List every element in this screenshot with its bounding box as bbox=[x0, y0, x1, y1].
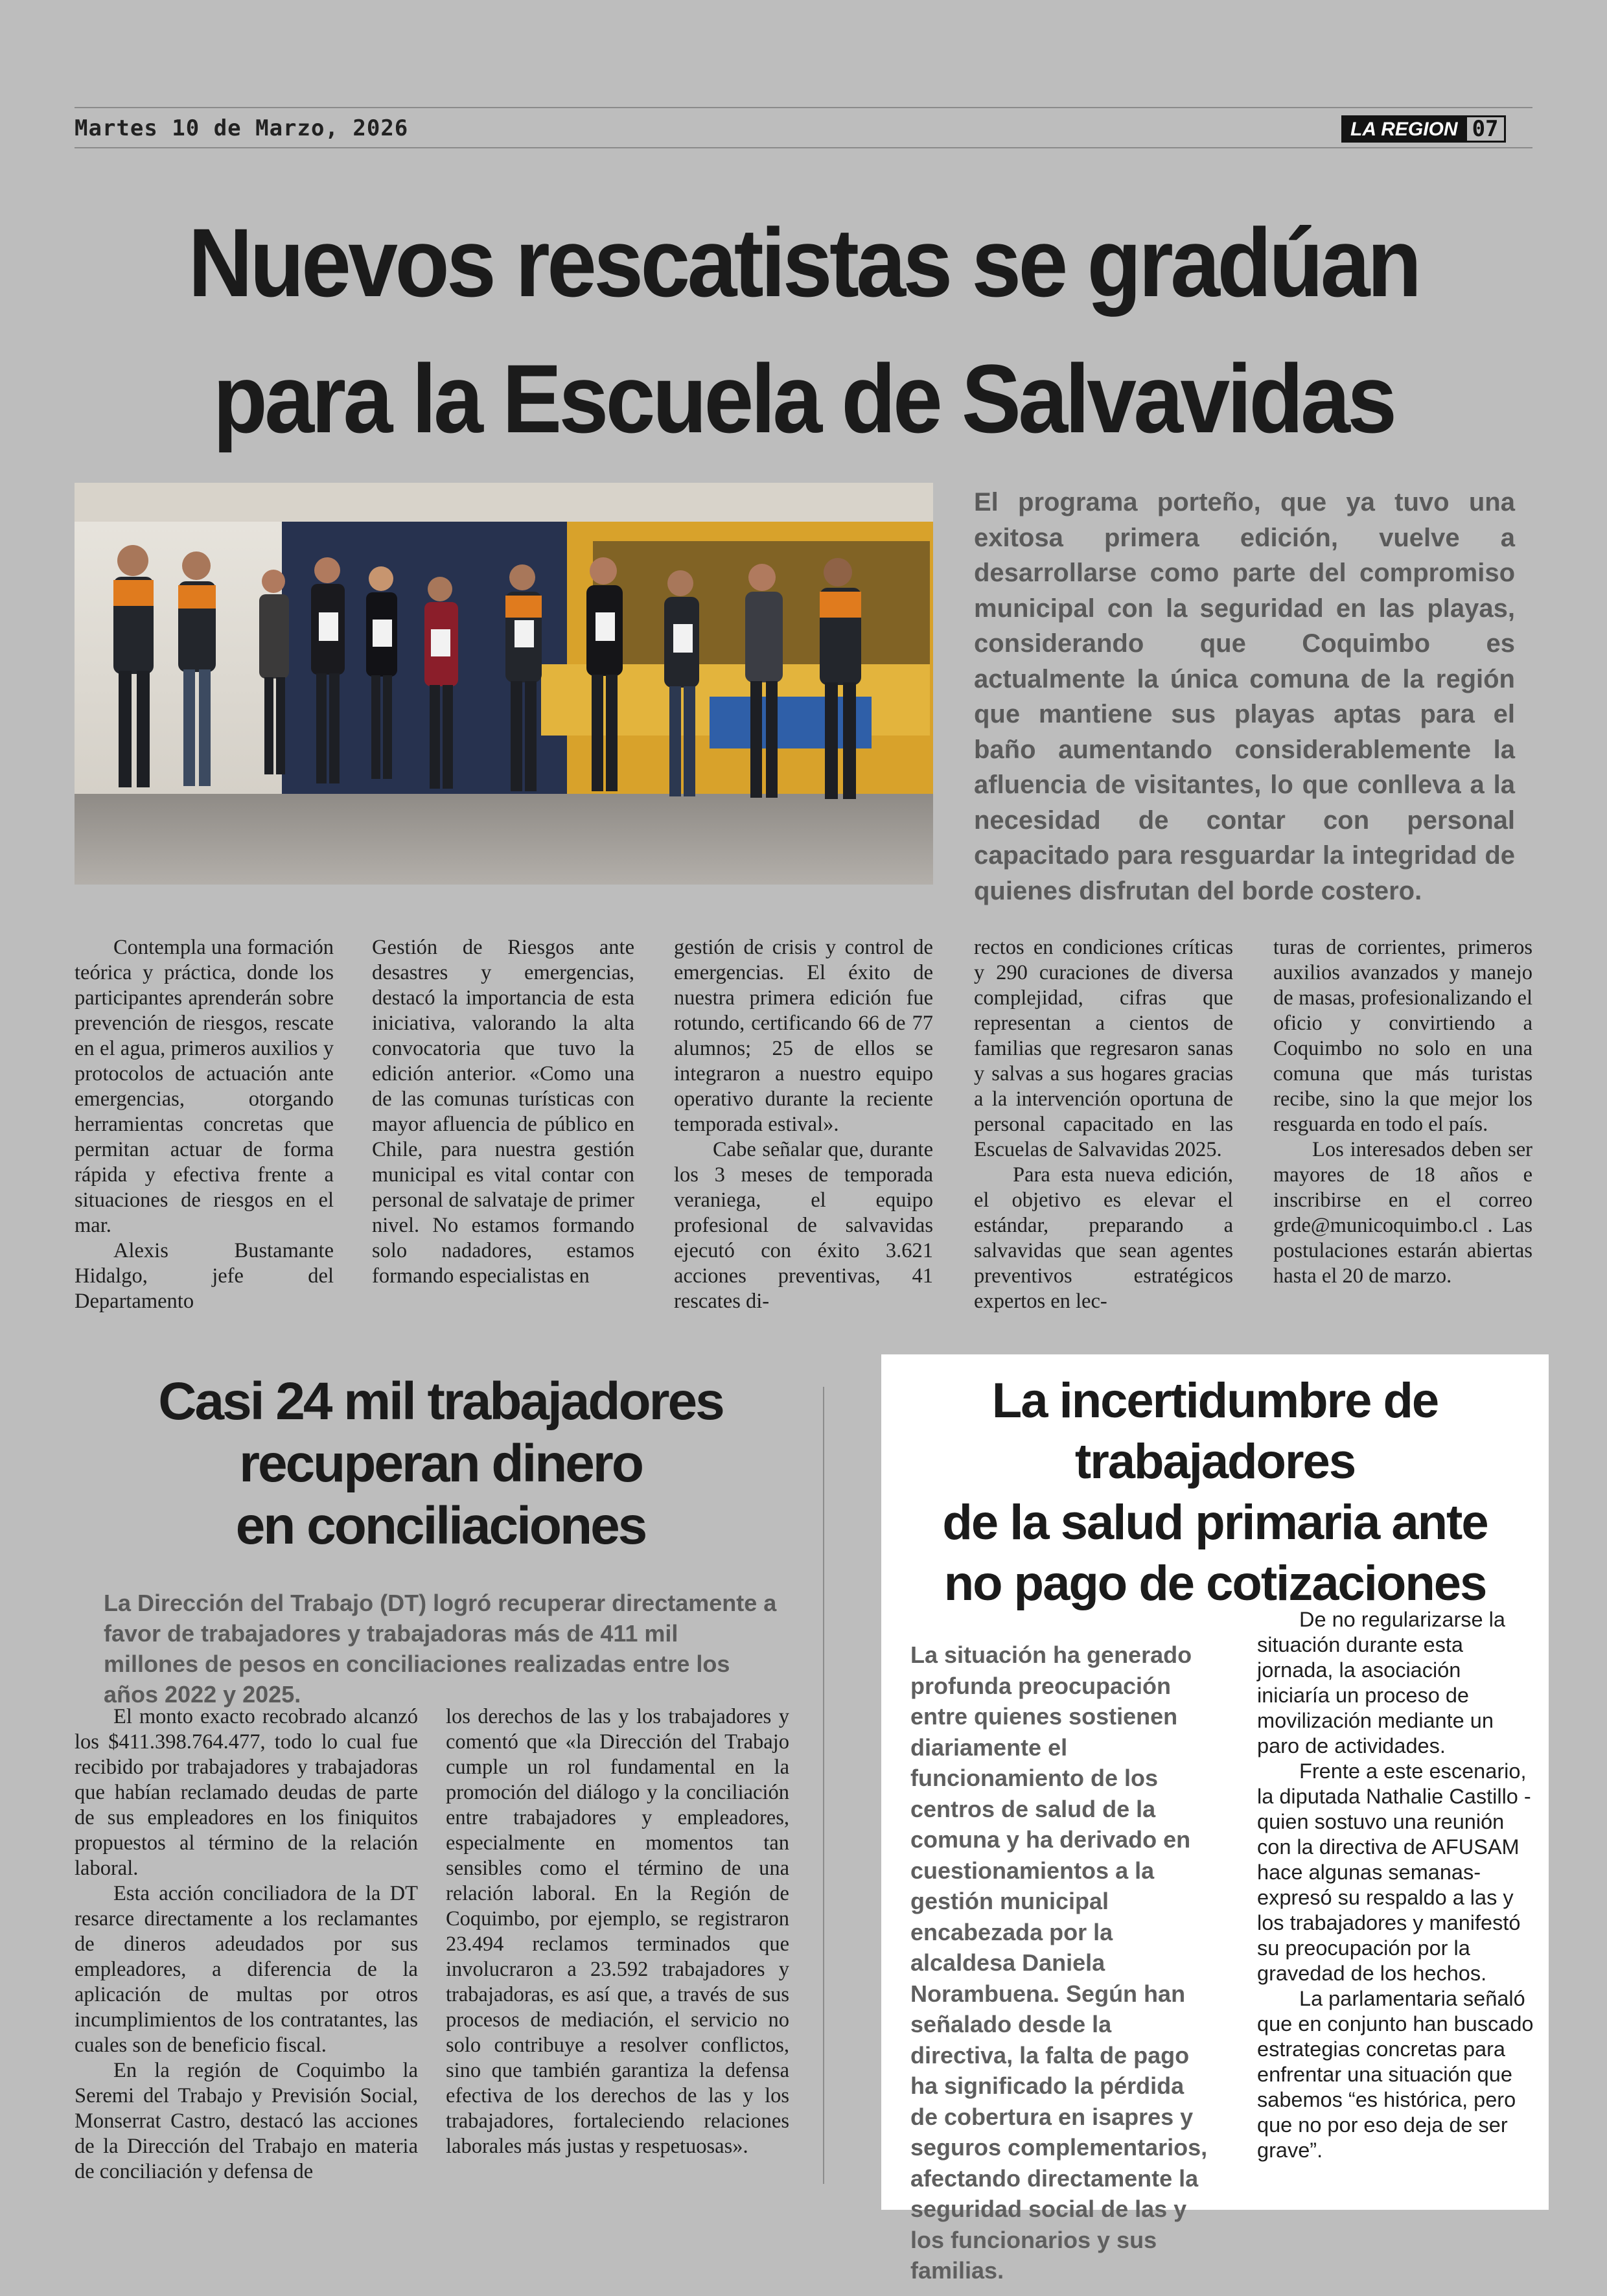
group-photo-illustration bbox=[75, 483, 933, 885]
newspaper-brand: LA REGION bbox=[1341, 115, 1467, 143]
main-headline-line1: Nuevos rescatistas se gradúan bbox=[188, 208, 1419, 317]
paragraph: La parlamentaria señaló que en conjunto han buscado estrategias concretas para enfrentar una situación que sabemos “es histórica, pero que no por eso deja de ser grave”. bbox=[1257, 1987, 1534, 2162]
header-rule-top bbox=[75, 107, 1532, 108]
main-column-1 bbox=[75, 935, 334, 1314]
article3-headline-line1: La incertidumbre de trabajadores bbox=[991, 1373, 1439, 1489]
article2-column-1 bbox=[75, 1704, 418, 2185]
paragraph: Cabe señalar que, durante los 3 meses de temporada veraniega, el equipo profesional de salvavidas ejecutó con éxito 3.621 acciones preventivas, 41 rescates di- bbox=[674, 1138, 933, 1313]
header-date: Martes 10 de Marzo, 2026 bbox=[75, 115, 409, 141]
paragraph: turas de corrientes, primeros auxilios avanzados y manejo de masas, profesionalizando el oficio y convirtiendo a Coquimbo no solo en una comuna que más turistas recibe, sino la que mejor los resguarda en todo el país. bbox=[1273, 936, 1532, 1136]
article3-column bbox=[1257, 1607, 1536, 2163]
paragraph: Los interesados deben ser mayores de 18 años e inscribirse en el correo grde@municoquimbo.cl . Las postulaciones estarán abiertas hasta el 20 de marzo. bbox=[1273, 1138, 1532, 1288]
article2-headline-line3: en conciliaciones bbox=[235, 1496, 646, 1555]
article3-headline bbox=[891, 1371, 1539, 1614]
group-photo bbox=[75, 483, 933, 885]
page-number: 07 bbox=[1467, 115, 1506, 143]
header-rule-bottom bbox=[75, 147, 1532, 148]
main-lead: El programa porteño, que ya tuvo una exitosa primera edición, vuelve a desarrollarse como parte del compromiso municipal con la seguridad en las playas, considerando que Coquimbo es actualmente la única comuna de la región que mantiene sus playas aptas para el baño aumentando considerablemente la afluencia de visitantes, lo que conlleva a la necesidad de contar con personal capacitado para resguardar la integridad de quienes disfrutan del borde costero. bbox=[974, 488, 1515, 905]
paragraph: En la región de Coquimbo la Seremi del Trabajo y Previsión Social, Monserrat Castro, destacó las acciones de la Dirección del Trabajo en materia de conciliación y defensa de bbox=[75, 2059, 418, 2183]
main-column-3 bbox=[674, 935, 933, 1314]
paragraph: Frente a este escenario, la diputada Nathalie Castillo -quien sostuvo una reunión con la directiva de AFUSAM hace algunas semanas- expresó su respaldo a las y los trabajadores y manifestó su preocupación por la gravedad de los hechos. bbox=[1257, 1759, 1531, 1985]
paragraph: Gestión de Riesgos ante desastres y emergencias, destacó la importancia de esta iniciativa, valorando la alta convocatoria que tuvo la edición anterior. «Como una de las comunas turísticas con mayor afluencia de público en Chile, para nuestra gestión municipal es vital contar con personal de salvataje de primer nivel. No estamos formando solo nadadores, estamos formando especialistas en bbox=[372, 936, 634, 1288]
paragraph: los derechos de las y los trabajadores y comentó que «la Dirección del Trabajo cumple un rol fundamental en la promoción del diálogo y la conciliación entre trabajadores y empleadores, especialmente en momentos tan sensibles como el término de una relación laboral. En la Región de Coquimbo, por ejemplo, se registraron 23.494 reclamos terminados que involucraron a 23.592 trabajadores y trabajadoras, es así que, a través de sus procesos de mediación, el servicio no solo contribuye a resolver conflictos, sino que también garantiza la defensa efectiva de los derechos de las y los trabajadores, fortaleciendo relaciones laborales más justas y respetuosas». bbox=[446, 1705, 789, 2158]
article2-headline bbox=[104, 1371, 778, 1557]
paragraph: Contempla una formación teórica y práctica, donde los participantes aprenderán sobre prevención de riesgos, rescate en el agua, primeros auxilios y protocolos de actuación ante emergencias, otorgando herramientas concretas que permitan actuar de forma rápida y efectiva frente a situaciones de riesgos en el mar. bbox=[75, 936, 334, 1237]
paragraph: gestión de crisis y control de emergencias. El éxito de nuestra primera edición fue rotundo, certificando 66 de 77 alumnos; 25 de ellos se integraron a nuestro equipo operativo durante la reciente temporada estival». bbox=[674, 936, 933, 1136]
paragraph: Alexis Bustamante Hidalgo, jefe del Departamento bbox=[75, 1239, 334, 1313]
main-column-4 bbox=[974, 935, 1233, 1314]
paragraph: Para esta nueva edición, el objetivo es elevar el estándar, preparando a salvavidas que sean agentes preventivos estratégicos expertos en lec- bbox=[974, 1163, 1233, 1313]
article2-column-2 bbox=[446, 1704, 789, 2159]
article2-lead: La Dirección del Trabajo (DT) logró recuperar directamente a favor de trabajadores y trabajadoras más de 411 mil millones de pesos en conciliaciones realizadas entre los años 2022 y 2025. bbox=[104, 1590, 777, 1708]
article3-headline-line3: no pago de cotizaciones bbox=[943, 1556, 1486, 1611]
article3-lead: La situación ha generado profunda preocupación entre quienes sostienen diariamente el funcionamiento de los centros de salud de la comuna y ha derivado en cuestionamientos a la gestión municipal encabezada por la alcaldesa Daniela Norambuena. Según han señalado desde la directiva, la falta de pago ha significado la pérdida de cobertura en isapres y seguros complementarios, afectando directamente la seguridad social de las y los funcionarios y sus familias. bbox=[910, 1641, 1208, 2284]
article3-headline-line2: de la salud primaria ante bbox=[942, 1495, 1488, 1550]
column-divider bbox=[823, 1387, 824, 2184]
article2-headline-line1: Casi 24 mil trabajadores bbox=[158, 1372, 723, 1431]
paragraph: Esta acción conciliadora de la DT resarce directamente a los reclamantes de dineros adeudados por sus empleadores, a diferencia de la aplicación de multas por otros incumplimientos de los contratantes, las cuales son de beneficio fiscal. bbox=[75, 1882, 418, 2057]
paragraph: De no regularizarse la situación durante esta jornada, la asociación iniciaría un proceso de movilización mediante un paro de actividades. bbox=[1257, 1608, 1505, 1757]
main-column-2 bbox=[372, 935, 634, 1289]
paragraph: El monto exacto recobrado alcanzó los $411.398.764.477, todo lo cual fue recibido por trabajadores y trabajadoras que habían reclamado deudas de parte de sus empleadores en los finiquitos propuestos al término de la relación laboral. bbox=[75, 1705, 418, 1880]
newspaper-logo bbox=[1341, 115, 1506, 143]
main-headline bbox=[133, 194, 1474, 467]
paragraph: rectos en condiciones críticas y 290 curaciones de diversa complejidad, cifras que representan a cientos de familias que regresaron sanas y salvas a sus hogares gracias a la intervención oportuna de personal capacitado en las Escuelas de Salvavidas 2025. bbox=[974, 936, 1233, 1161]
main-headline-line2: para la Escuela de Salvavidas bbox=[213, 344, 1394, 453]
main-column-5 bbox=[1273, 935, 1532, 1289]
article2-headline-line2: recuperan dinero bbox=[239, 1434, 642, 1493]
